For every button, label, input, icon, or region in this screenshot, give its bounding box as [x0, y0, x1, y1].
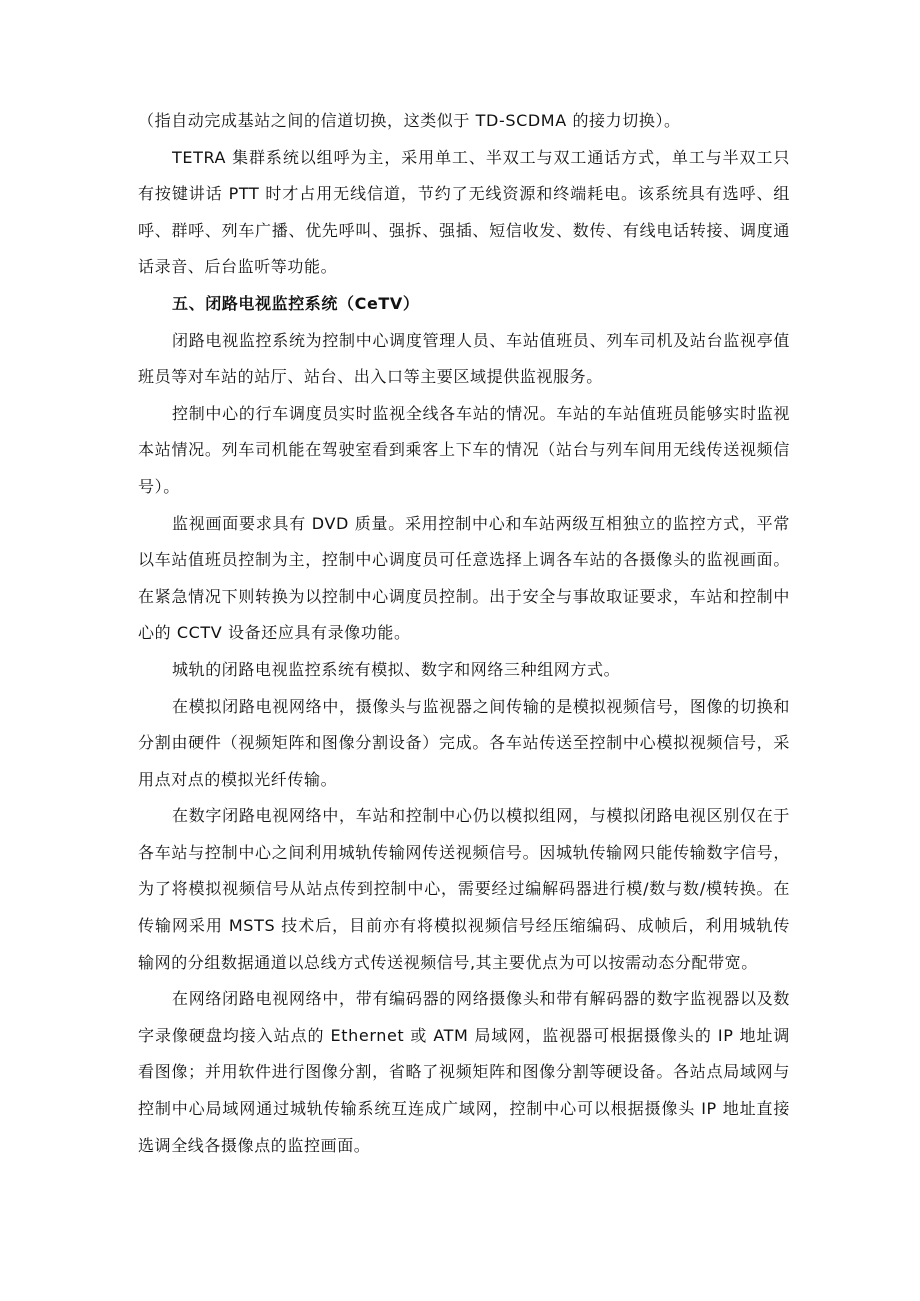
paragraph-cctv-intro: 闭路电视监控系统为控制中心调度管理人员、车站值班员、列车司机及站台监视亭值班员等对车站的站厅、站台、出入口等主要区域提供监视服务。 — [138, 330, 790, 387]
document-body — [138, 103, 790, 1164]
paragraph-network-modes: 城轨的闭路电视监控系统有模拟、数字和网络三种组网方式。 — [172, 659, 621, 679]
paragraph-cctv-quality: 监视画面要求具有 DVD 质量。采用控制中心和车站两级互相独立的监控方式，平常以车站值班员控制为主，控制中心调度员可任意选择上调各车站的各摄像头的监视画面。在紧急情况下则转换为以控制中心调度员控制。出于安全与事故取证要求，车站和控制中心的 CCTV 设备还应具有录像功能。 — [138, 513, 790, 643]
paragraph-ip-network: 在网络闭路电视网络中，带有编码器的网络摄像头和带有解码器的数字监视器以及数字录像硬盘均接入站点的 Ethernet 或 ATM 局域网，监视器可根据摄像头的 IP 地址调看图像；并用软件进行图像分割，省略了视频矩阵和图像分割等硬设备。各站点局域网与控制中心局域网通过城轨传输系统互连成广域网，控制中心可以根据摄像头 IP 地址直接选调全线各摄像点的监控画面。 — [138, 989, 790, 1155]
paragraph-analog-network: 在模拟闭路电视网络中，摄像头与监视器之间传输的是模拟视频信号，图像的切换和分割由硬件（视频矩阵和图像分割设备）完成。各车站传送至控制中心模拟视频信号，采用点对点的模拟光纤传输。 — [138, 696, 790, 789]
paragraph-cctv-monitoring: 控制中心的行车调度员实时监视全线各车站的情况。车站的车站值班员能够实时监视本站情况。列车司机能在驾驶室看到乘客上下车的情况（站台与列车间用无线传送视频信号）。 — [138, 403, 790, 496]
paragraph-handover-note: （指自动完成基站之间的信道切换，这类似于 TD-SCDMA 的接力切换）。 — [138, 111, 681, 130]
paragraph-digital-network: 在数字闭路电视网络中，车站和控制中心仍以模拟组网，与模拟闭路电视区别仅在于各车站与控制中心之间利用城轨传输网传送视频信号。因城轨传输网只能传输数字信号，为了将模拟视频信号从站点传到控制中心，需要经过编解码器进行模/数与数/模转换。在传输网采用 MSTS 技术后，目前亦有将模拟视频信号经压缩编码、成帧后，利用城轨传输网的分组数据通道以总线方式传送视频信号,其主要优点为可以按需动态分配带宽。 — [138, 806, 790, 972]
paragraph-tetra-system: TETRA 集群系统以组呼为主，采用单工、半双工与双工通话方式，单工与半双工只有按键讲话 PTT 时才占用无线信道，节约了无线资源和终端耗电。该系统具有选呼、组呼、群呼、列车广播、优先呼叫、强拆、强插、短信收发、数传、有线电话转接、调度通话录音、后台监听等功能。 — [138, 147, 790, 277]
section-heading-cctv: 五、闭路电视监控系统（CeTV） — [172, 293, 420, 313]
